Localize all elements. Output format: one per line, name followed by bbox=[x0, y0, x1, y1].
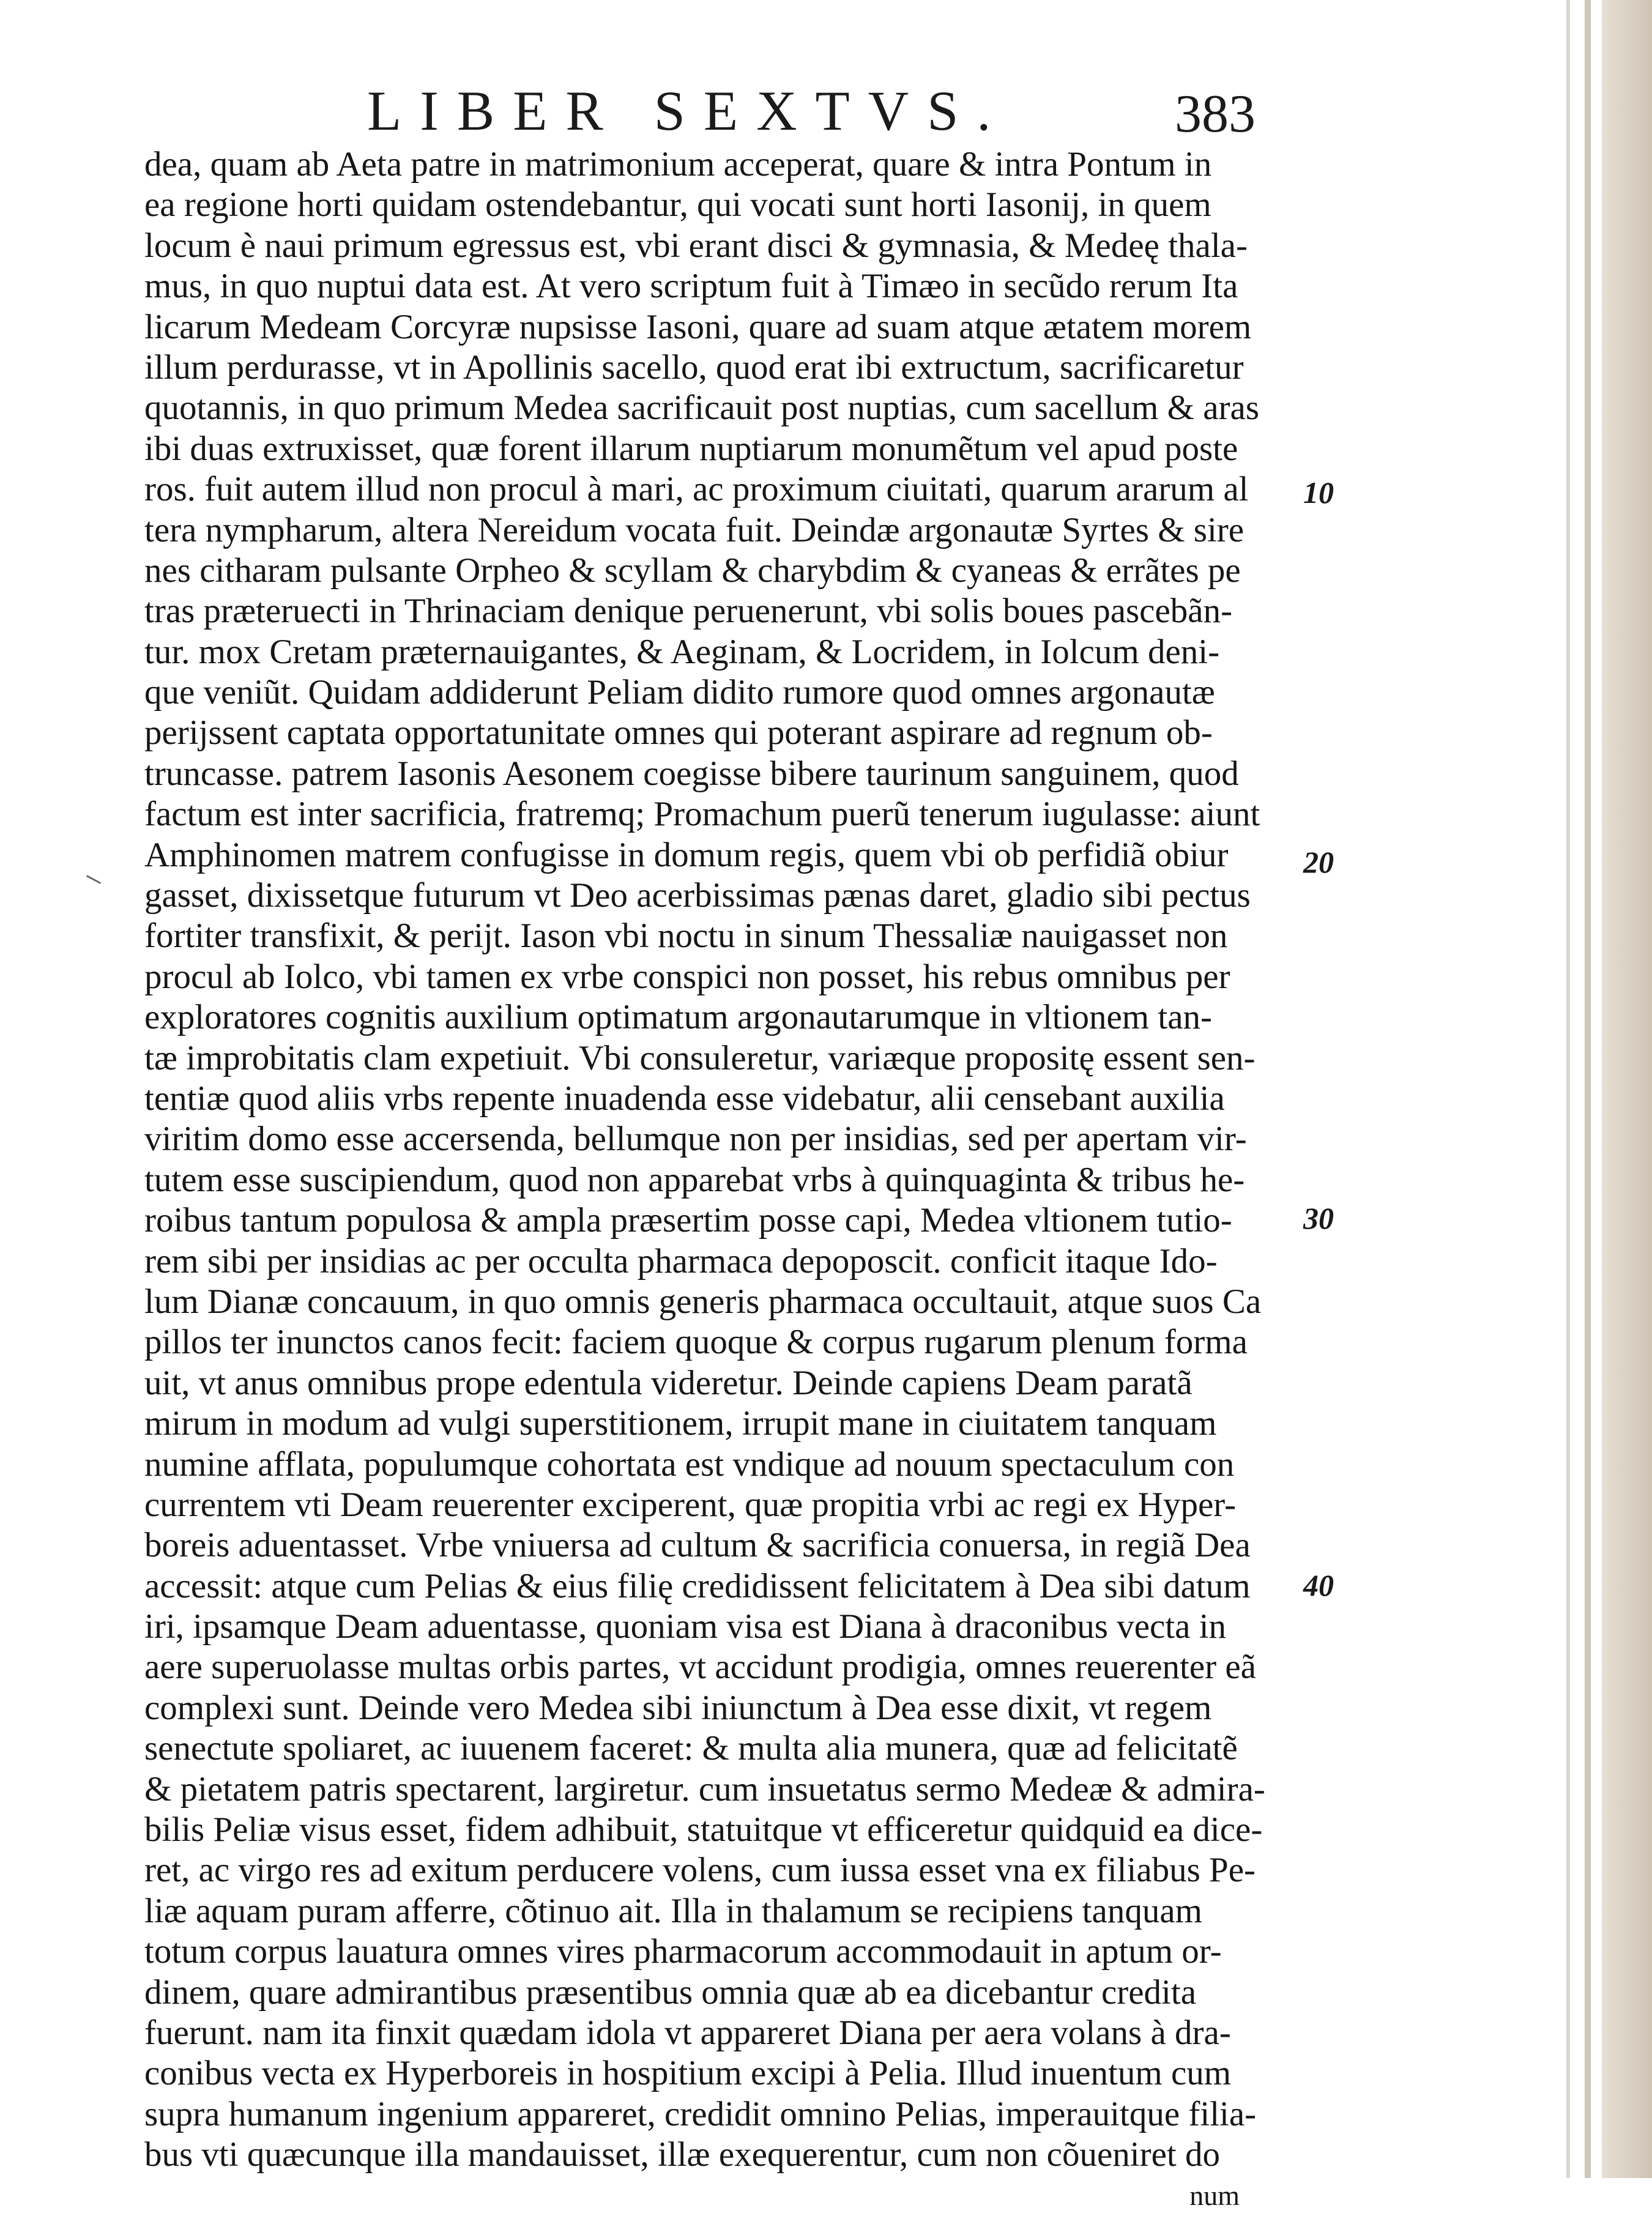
text-line: & pietatem patris spectarent, largiretur. cum insuetatus sermo Medeæ & admira- bbox=[144, 1769, 1265, 1809]
margin-mark bbox=[86, 875, 101, 884]
text-line: dinem, quare admirantibus præsentibus omnia quæ ab ea dicebantur credita bbox=[144, 1972, 1196, 2012]
text-line: tras præteruecti in Thrinaciam denique peruenerunt, vbi solis boues pascebãn- bbox=[144, 592, 1233, 631]
text-line: bilis Peliæ visus esset, fidem adhibuit, statuitque vt efficeretur quidquid ea dice- bbox=[144, 1810, 1263, 1850]
text-line: tera nympharum, altera Nereidum vocata fuit. Deindæ argonautæ Syrtes & sire bbox=[144, 510, 1245, 549]
text-line: ros. fuit autem illud non procul à mari, ac proximum ciuitati, quarum ararum al bbox=[144, 470, 1249, 509]
binding-shadow bbox=[1602, 0, 1652, 2178]
page-edge bbox=[1566, 0, 1570, 2178]
text-body bbox=[144, 144, 1295, 2216]
text-line: licarum Medeam Corcyræ nupsisse Iasoni, quare ad suam atque ætatem morem bbox=[144, 307, 1252, 346]
text-line: que veniũt. Quidam addiderunt Peliam didito rumore quod omnes argonautæ bbox=[144, 673, 1215, 712]
text-line: exploratores cognitis auxilium optimatum argonautarumque in vltionem tan- bbox=[144, 998, 1212, 1037]
text-line: ret, ac virgo res ad exitum perducere volens, cum iussa esset vna ex filiabus Pe- bbox=[144, 1851, 1256, 1890]
text-line: tentiæ quod aliis vrbs repente inuadenda esse videbatur, alii censebant auxilia bbox=[144, 1079, 1225, 1118]
text-line: pillos ter inunctos canos fecit: faciem quoque & corpus rugarum plenum forma bbox=[144, 1323, 1248, 1362]
text-line: roibus tantum populosa & ampla præsertim posse capi, Medea vltionem tutio- bbox=[144, 1201, 1232, 1240]
text-line: aere superuolasse multas orbis partes, vt accidunt prodigia, omnes reuerenter eã bbox=[144, 1648, 1256, 1687]
text-line: factum est inter sacrificia, fratremq; Promachum puerũ tenerum iugulasse: aiunt bbox=[144, 795, 1260, 834]
text-line: boreis aduentasset. Vrbe vniuersa ad cultum & sacrificia conuersa, in regiã Dea bbox=[144, 1526, 1251, 1565]
text-line: numine afflata, populumque cohortata est vndique ad nouum spectaculum con bbox=[144, 1444, 1235, 1484]
text-line: locum è naui primum egressus est, vbi erant disci & gymnasia, & Medeę thala- bbox=[144, 226, 1248, 265]
text-line: supra humanum ingenium appareret, credidit omnino Pelias, imperauitque filia- bbox=[144, 2094, 1257, 2133]
text-line: tæ improbitatis clam expetiuit. Vbi consuleretur, variæque propositę essent sen- bbox=[144, 1038, 1256, 1077]
text-line: perijssent captata opportatunitate omnes qui poterant aspirare ad regnum ob- bbox=[144, 713, 1213, 753]
text-line: ibi duas extruxisset, quæ forent illarum nuptiarum monumẽtum vel apud poste bbox=[144, 429, 1238, 468]
margin-line-number: 10 bbox=[1303, 475, 1334, 510]
text-line: uit, vt anus omnibus prope edentula videretur. Deinde capiens Deam paratã bbox=[144, 1363, 1192, 1402]
text-line: mirum in modum ad vulgi superstitionem, irrupit mane in ciuitatem tanquam bbox=[144, 1404, 1217, 1443]
text-line: conibus vecta ex Hyperboreis in hospitium excipi à Pelia. Illud inuentum cum bbox=[144, 2054, 1232, 2093]
text-line: iri, ipsamque Deam aduentasse, quoniam visa est Diana à draconibus vecta in bbox=[144, 1607, 1227, 1646]
text-line: ea regione horti quidam ostendebantur, qui vocati sunt horti Iasonij, in quem bbox=[144, 185, 1211, 225]
running-title: LIBER SEXTVS. bbox=[367, 80, 1010, 142]
text-line: gasset, dixissetque futurum vt Deo acerbissimas pænas daret, gladio sibi pectus bbox=[144, 876, 1251, 915]
text-line: quotannis, in quo primum Medea sacrificauit post nuptias, cum sacellum & aras bbox=[144, 389, 1259, 428]
text-line: viritim domo esse accersenda, bellumque non per insidias, sed per apertam vir- bbox=[144, 1120, 1247, 1159]
text-line: totum corpus lauatura omnes vires pharmacorum accommodauit in aptum or- bbox=[144, 1932, 1222, 1971]
page-edge bbox=[1585, 0, 1591, 2178]
text-line: accessit: atque cum Pelias & eius filię credidissent felicitatem à Dea sibi datum bbox=[144, 1566, 1251, 1605]
text-line: rem sibi per insidias ac per occulta pharmaca depoposcit. conficit itaque Ido- bbox=[144, 1241, 1218, 1281]
text-line: mus, in quo nuptui data est. At vero scriptum fuit à Timæo in secũdo rerum Ita bbox=[144, 267, 1238, 306]
text-line: liæ aquam puram afferre, cõtinuo ait. Illa in thalamum se recipiens tanquam bbox=[144, 1891, 1202, 1930]
text-line: tutem esse suscipiendum, quod non apparebat vrbs à quinquaginta & tribus he- bbox=[144, 1160, 1245, 1199]
margin-line-number: 40 bbox=[1303, 1568, 1334, 1602]
text-line: currentem vti Deam reuerenter exciperent, quæ propitia vrbi ac regi ex Hyper- bbox=[144, 1485, 1237, 1524]
text-line: tur. mox Cretam præternauigantes, & Aeginam, & Locridem, in Iolcum deni- bbox=[144, 632, 1220, 671]
margin-line-number: 20 bbox=[1303, 845, 1334, 879]
text-line: truncasse. patrem Iasonis Aesonem coegisse bibere taurinum sanguinem, quod bbox=[144, 754, 1239, 793]
text-line: illum perdurasse, vt in Apollinis sacello, quod erat ibi extructum, sacrificaretur bbox=[144, 348, 1244, 387]
text-line: procul ab Iolco, vbi tamen ex vrbe conspici non posset, his rebus omnibus per bbox=[144, 957, 1230, 996]
catchword: num bbox=[1189, 2179, 1240, 2211]
text-line: Amphinomen matrem confugisse in domum regis, quem vbi ob perfidiã obiur bbox=[144, 835, 1229, 874]
text-line: nes citharam pulsante Orpheo & scyllam & charybdim & cyaneas & errãtes pe bbox=[144, 551, 1241, 590]
page-number: 383 bbox=[1175, 84, 1256, 144]
margin-line-number: 30 bbox=[1303, 1201, 1334, 1235]
text-line: fortiter transfixit, & perijt. Iason vbi noctu in sinum Thessaliæ nauigasset non bbox=[144, 917, 1228, 956]
text-line: senectute spoliaret, ac iuuenem faceret: & multa alia munera, quæ ad felicitatẽ bbox=[144, 1729, 1238, 1768]
text-line: dea, quam ab Aeta patre in matrimonium acceperat, quare & intra Pontum in bbox=[144, 145, 1212, 184]
text-line: bus vti quæcunque illa mandauisset, illæ exequerentur, cum non cõueniret do bbox=[144, 2135, 1220, 2174]
text-line: lum Dianæ concauum, in quo omnis generis pharmaca occultauit, atque suos Ca bbox=[144, 1282, 1262, 1321]
text-line: complexi sunt. Deinde vero Medea sibi iniunctum à Dea esse dixit, vt regem bbox=[144, 1688, 1212, 1727]
text-line: fuerunt. nam ita finxit quædam idola vt appareret Diana per aera volans à dra- bbox=[144, 2013, 1231, 2052]
